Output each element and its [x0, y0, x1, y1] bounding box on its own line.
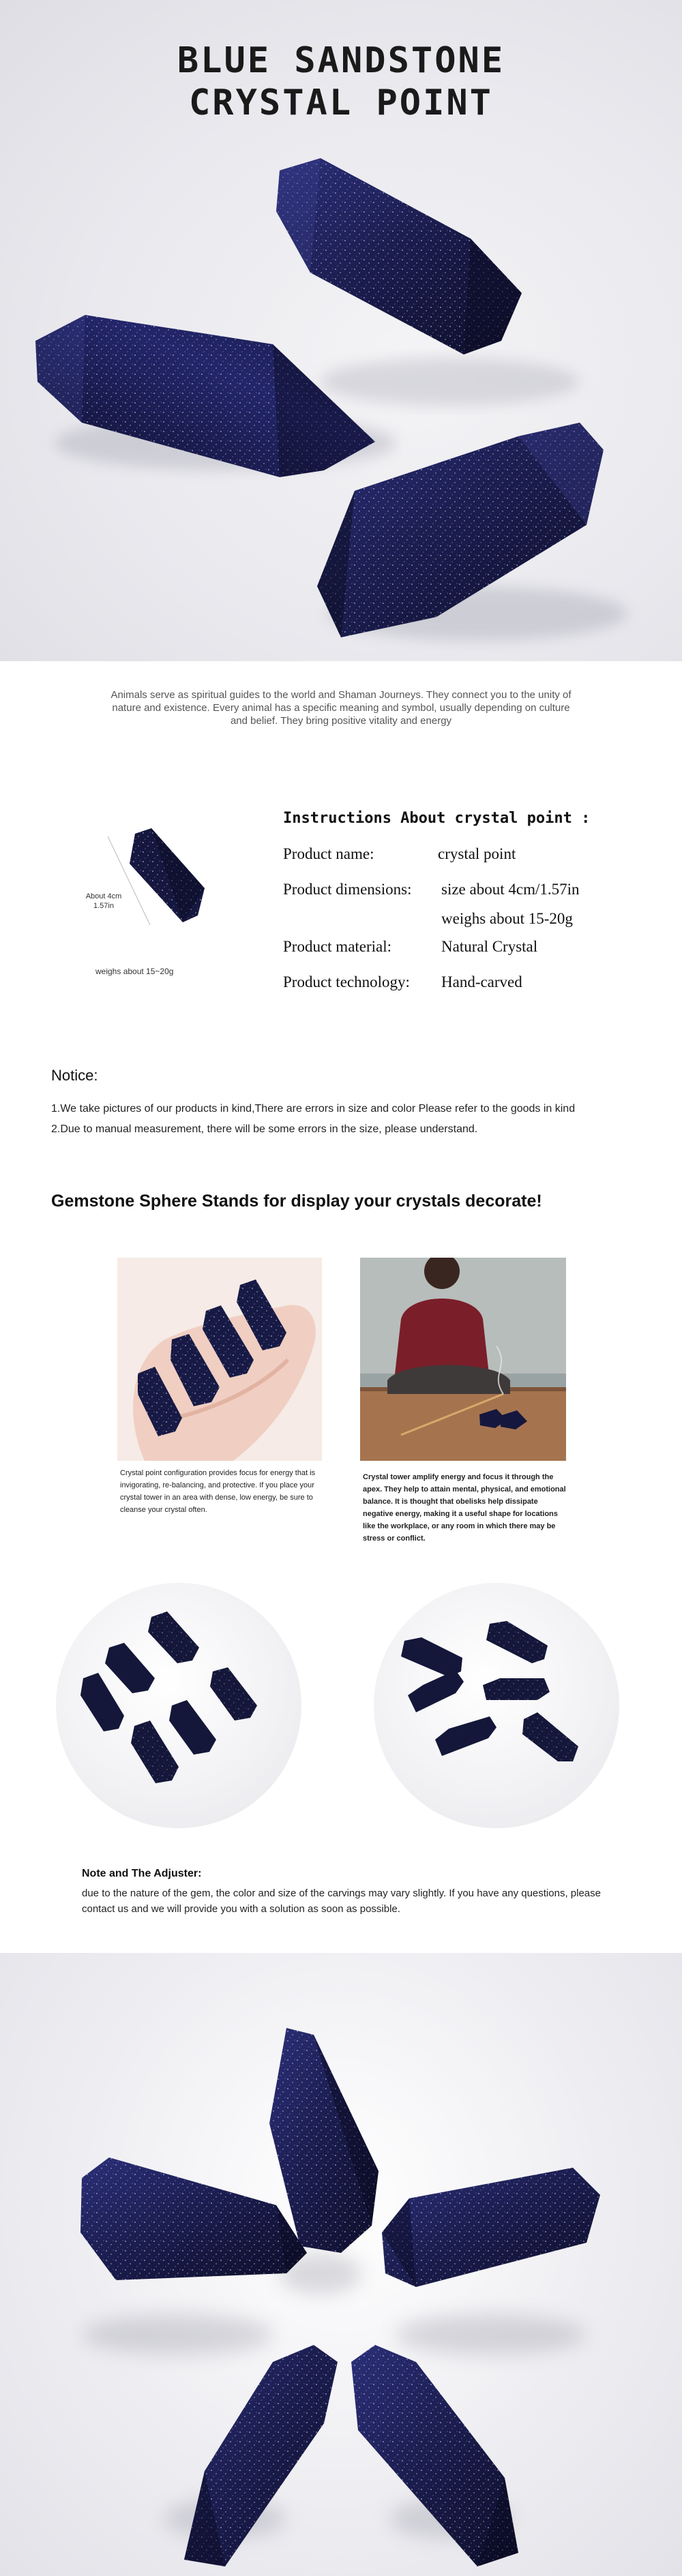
- crystal-top: [276, 158, 522, 354]
- spec-label: Product technology:: [283, 973, 410, 990]
- hero-title-line1: BLUE SANDSTONE: [177, 40, 505, 81]
- star-crystals-image: [0, 1953, 682, 2576]
- meditation-photo: [360, 1258, 566, 1461]
- instructions-title: Instructions About crystal point :: [283, 810, 591, 827]
- spec-row-dimensions: [283, 881, 580, 898]
- notice-title: Notice:: [51, 1067, 98, 1084]
- spec-value: Natural Crystal: [441, 938, 538, 955]
- spec-value: size about 4cm/1.57in: [441, 881, 580, 898]
- display-crystals-left: [56, 1583, 301, 1828]
- hero-title-line2: CRYSTAL POINT: [189, 82, 493, 123]
- figure-crystal: [130, 828, 205, 922]
- notice-line-2: 2.Due to manual measurement, there will be some errors in the size, please understand.: [51, 1123, 478, 1135]
- spec-row-technology: [283, 973, 522, 991]
- display-circle-right: [374, 1583, 619, 1828]
- spec-value: Hand-carved: [441, 973, 522, 990]
- spec-row-name: [283, 845, 516, 863]
- stands-title: Gemstone Sphere Stands for display your crystals decorate!: [51, 1192, 542, 1211]
- spec-value: weighs about 15-20g: [441, 910, 573, 927]
- display-crystals-right: [374, 1583, 619, 1828]
- figure-size-label: About 4cm 1.57in: [85, 892, 122, 910]
- spec-row-material: [283, 938, 538, 956]
- bottom-product-photo: [0, 1953, 682, 2576]
- intro-text: Animals serve as spiritual guides to the world and Shaman Journeys. They connect you to the unity of nature and existence. Every animal has a specific meaning and symbol, usually depending on culture and belief. They bring positive vitality and energy: [110, 689, 572, 727]
- caption-left: Crystal point configuration provides focus for energy that is invigorating, re-balancing, and protective. If you place your crystal tower in an area with dense, low energy, be sure to cleanse your crystal often.: [120, 1469, 316, 1514]
- hero-title: [0, 40, 682, 124]
- spec-label: Product dimensions:: [283, 881, 412, 898]
- note-title: Note and The Adjuster:: [82, 1868, 202, 1879]
- caption-right: Crystal tower amplify energy and focus it through the apex. They help to attain mental, physical, and emotional balance. It is thought that obelisks help dissipate negative energy, making it a useful shape for locations like the workplace, or any room in which there may be stress or conflict.: [363, 1473, 566, 1543]
- display-circle-left: [56, 1583, 301, 1828]
- spec-value: crystal point: [438, 845, 516, 862]
- hand-crystals-photo: [117, 1258, 322, 1461]
- notice-line-1: 1.We take pictures of our products in kind,There are errors in size and color Please refer to the goods in kind: [51, 1103, 576, 1115]
- spec-label: Product material:: [283, 938, 392, 955]
- note-text: due to the nature of the gem, the color and size of the carvings may vary slightly. If you have any questions, please contact us and we will provide you with a solution as soon as possible.: [82, 1888, 601, 1915]
- hero-banner: [0, 0, 682, 661]
- figure-weight-label: weighs about 15~20g: [95, 967, 174, 976]
- spec-label: Product name:: [283, 845, 374, 862]
